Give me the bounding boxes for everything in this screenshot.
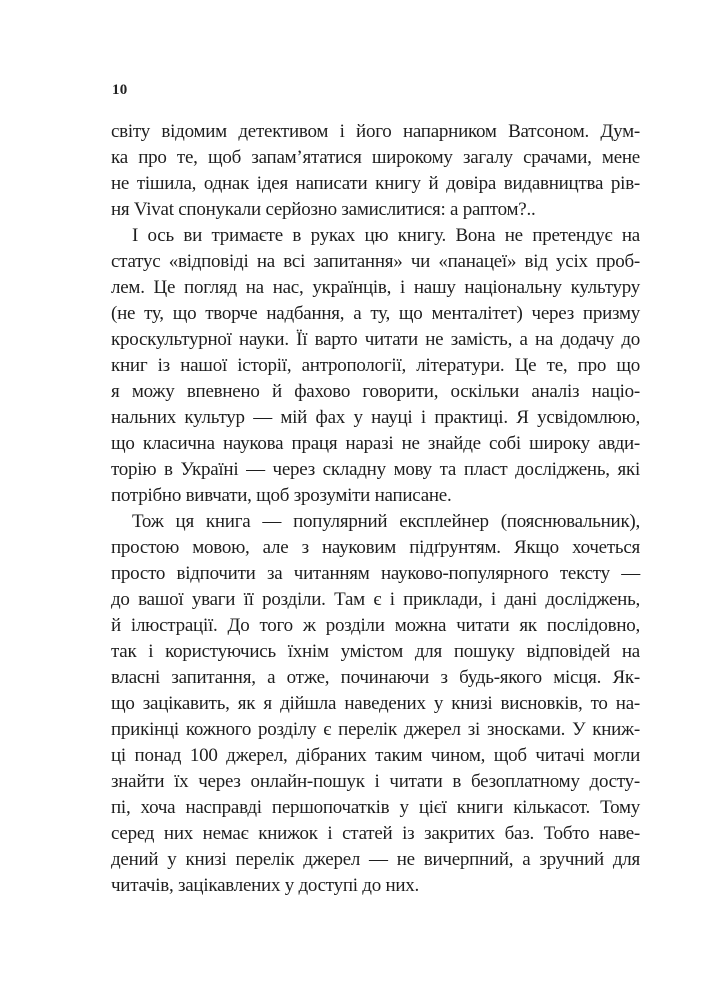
text-line: просто відпочити за читанням науково-популярного тексту — — [111, 563, 640, 584]
text-line: книг із нашої історії, антропології, літератури. Це те, про що — [111, 355, 640, 376]
text-line: (не ту, що творче надбання, а ту, що менталітет) через призму — [111, 303, 640, 324]
text-line: й ілюстрації. До того ж розділи можна читати як послідовно, — [111, 615, 640, 636]
text-line: кроскультурної науки. Її варто читати не замість, а на додачу до — [111, 329, 640, 350]
text-line: ня Vivat спонукали серйозно замислитися: а раптом?.. — [111, 199, 536, 220]
text-line: я можу впевнено й фахово говорити, оскільки аналіз націо- — [111, 381, 640, 402]
text-line: серед них немає книжок і статей із закритих баз. Тобто наве- — [111, 823, 640, 844]
text-line: нальних культур — мій фах у науці і практиці. Я усвідомлюю, — [111, 407, 640, 428]
text-line: що класична наукова праця наразі не знайде собі широку авди- — [111, 433, 640, 454]
text-line: потрібно вивчати, щоб зрозуміти написане. — [111, 485, 452, 506]
text-line: статус «відповіді на всі запитання» чи «панацеї» від усіх проб- — [111, 251, 640, 272]
text-line: прикінці кожного розділу є перелік джерел зі зносками. У книж- — [111, 719, 640, 740]
paragraph — [111, 223, 640, 509]
text-line: світу відомим детективом і його напарником Ватсоном. Дум- — [111, 121, 640, 142]
text-line: ці понад 100 джерел, дібраних таким чином, щоб читачі могли — [111, 745, 640, 766]
text-line: лем. Це погляд на нас, українців, і нашу національну культуру — [111, 277, 640, 298]
text-line: пі, хоча насправді першопочатків у цієї книги кількасот. Тому — [111, 797, 640, 818]
text-line: знайти їх через онлайн-пошук і читати в безоплатному досту- — [111, 771, 640, 792]
paragraph — [111, 119, 640, 223]
text-line: торію в Україні — через складну мову та пласт досліджень, які — [111, 459, 640, 480]
text-line: до вашої уваги її розділи. Там є і приклади, і дані досліджень, — [111, 589, 640, 610]
text-line: дений у книзі перелік джерел — не вичерпний, а зручний для — [111, 849, 640, 870]
body-text — [111, 119, 640, 899]
text-line: читачів, зацікавлених у доступі до них. — [111, 875, 420, 896]
page-number: 10 — [112, 82, 128, 98]
text-line: ка про те, щоб запам’ятатися широкому загалу срачами, мене — [111, 147, 640, 168]
text-line: так і користуючись їхнім умістом для пошуку відповідей на — [111, 641, 640, 662]
paragraph — [111, 509, 640, 899]
text-line: простою мовою, але з науковим підґрунтям. Якщо хочеться — [111, 537, 640, 558]
text-line: власні запитання, а отже, починаючи з будь-якого місця. Як- — [111, 667, 640, 688]
text-line: не тішила, однак ідея написати книгу й довіра видавництва рів- — [111, 173, 640, 194]
text-line: що зацікавить, як я дійшла наведених у книзі висновків, то на- — [111, 693, 640, 714]
text-line: Тож ця книга — популярний експлейнер (пояснювальник), — [132, 511, 640, 532]
text-line: І ось ви тримаєте в руках цю книгу. Вона не претендує на — [132, 225, 640, 246]
